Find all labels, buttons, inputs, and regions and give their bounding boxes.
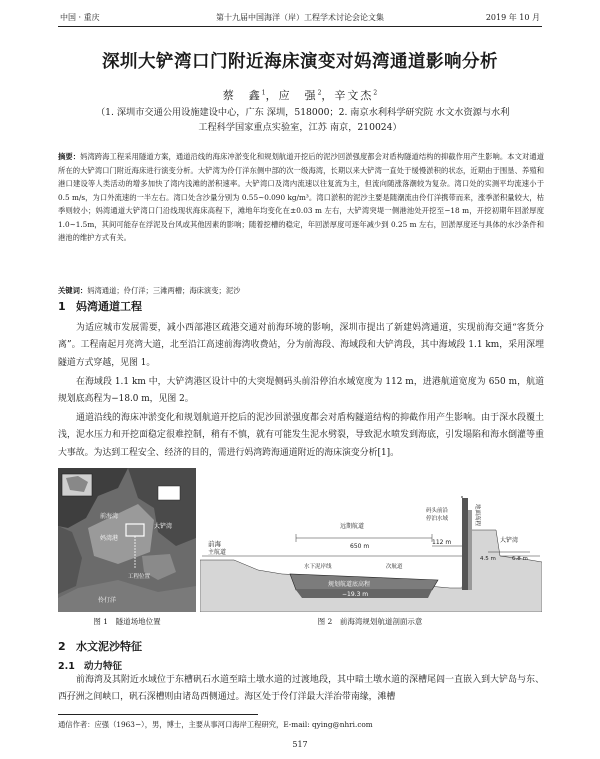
figure-1-caption: 图 1 隧道场地位置 — [93, 617, 161, 626]
map-label-site: 工程位置 — [128, 574, 151, 580]
author-3: 辛文杰 — [334, 89, 374, 102]
subsection-2-1-number: 2.1 — [58, 661, 75, 672]
subsection-2-1-title: 动力特征 — [84, 661, 123, 672]
profile-label-subchannel: 次航道 — [386, 564, 403, 570]
figure-1-map-svg — [58, 468, 196, 612]
figure-2-profile-svg — [200, 490, 542, 612]
figure-2-caption: 图 2 前海湾规划航道剖面示意 — [317, 617, 423, 626]
abstract-label: 摘要： — [58, 152, 81, 161]
header-rule — [58, 26, 542, 27]
figure-1-map — [58, 468, 196, 612]
map-label-qianhai: 前海湾 — [100, 513, 119, 520]
section-2-number: 2 — [58, 640, 66, 653]
profile-label-68: 6.8 m — [512, 556, 528, 562]
header-right: 2019 年 10 月 — [485, 13, 540, 22]
section-1-paragraph-2: 在海域段 1.1 km 中，大铲湾港区设计中的大突堤侧码头前沿停泊水域宽度为 112 m，进港航道宽度为 650 m，航道规划底高程为−18.0 m，见图 2。 — [58, 377, 544, 405]
page-number: 517 — [292, 740, 308, 749]
section-1-heading — [58, 298, 142, 314]
section-2-paragraph-1: 前海湾及其附近水域位于东槽矾石水道至暗土墩水道的过渡地段，其中暗土墩水道的深槽尾闾一直嵌入到大铲岛与东、西孖洲之间峡口，矾石深槽则由诸岛西侧通过。海区处于伶仃洋最大洋治带南缘，滩槽 — [58, 675, 544, 703]
footnote: 通信作者：应强（1963−），男，博士，主要从事河口海岸工程研究，E-mail: qying@nhri.com — [58, 720, 373, 729]
section-1-title: 妈湾通道工程 — [76, 300, 142, 313]
profile-label-berth2: 停泊水域 — [426, 516, 449, 522]
keywords — [58, 284, 544, 298]
profile-label-650: 650 m — [350, 543, 370, 550]
profile-label-slope: 水下泥岸线 — [304, 564, 332, 570]
author-3-mark: 2 — [373, 89, 378, 97]
section-1-paragraph-3: 通道沿线的海床冲淤变化和规划航道开挖后的泥沙回淤强度都会对盾构隧道结构的抑截作用产生影响。由于深水段覆土浅，泥水压力和开挖面稳定很难控制，稍有不慎，就有可能发生泥水劈裂，导致泥水喷发到海底，引发塌陷和海水倒灌等重大事故。为达到工程安全、经济的目的，需进行妈湾跨海通道附近的海床演变分析[1]。 — [58, 413, 544, 458]
keywords-text: 妈湾通道；伶仃洋；三滩两槽；海床演变；泥沙 — [87, 286, 241, 295]
profile-label-dachan: 大铲湾 — [500, 537, 519, 544]
paper-title: 深圳大铲湾口门附近海床演变对妈湾通道影响分析 — [102, 52, 498, 72]
profile-label-planned: 远期航道 — [340, 523, 365, 530]
section-1-paragraph-1: 为适应城市发展需要，减小西部港区疏港交通对前海环境的影响，深圳市提出了新建妈湾通道，实现前海交通“客货分离”。工程南起月亮湾大道，北至沿江高速前海湾收费站，分为前海段、海域段和大铲湾段，其中海域段 1.1 km，采用深埋隧道方式穿越，见图 1。 — [58, 323, 544, 368]
author-2-mark: 2 — [317, 89, 322, 97]
header-left: 中国 · 重庆 — [60, 13, 100, 22]
section-2-title: 水文泥沙特征 — [76, 640, 142, 653]
profile-label-mainchannel: 主航道 — [208, 549, 227, 556]
profile-label-elev: −19.3 m — [342, 591, 369, 598]
profile-label-bottom: 规划航道底高程 — [328, 581, 371, 588]
map-label-dachan: 大铲湾 — [154, 523, 173, 530]
profile-label-45: 4.5 m — [480, 556, 496, 562]
author-1: 蔡 鑫 — [222, 89, 262, 102]
header-center: 第十九届中国海洋（岸）工程学术讨论会论文集 — [216, 13, 384, 22]
author-line: 蔡 鑫$^1$，应 强$^2$，辛文杰$^2$ — [222, 89, 378, 102]
keywords-label: 关键词： — [58, 286, 88, 295]
map-label-lingding: 伶仃洋 — [98, 597, 117, 604]
section-2-heading — [58, 638, 142, 654]
author-1-mark: 1 — [261, 89, 266, 97]
abstract-text: 妈湾跨海工程采用隧道方案，通道沿线的海床冲淤变化和规划航道开挖后的泥沙回淤强度都会对盾构隧道结构的抑截作用产生影响。本文对通道所在的大铲湾口门附近海床进行演变分析。大铲湾为伶仃洋东侧中部的次一级海湾，长期以来大铲湾一直处于缓慢淤积的状态，近期由于围垦、养殖和港口建设等人类活动的增多加快了湾内浅滩的淤积速率。大铲湾口及湾内流速以往复流为主，但流向随涨落潮较为复杂。湾口处的实测平均流速小于 0.5 m/s，为口外流速的一半左右。湾口处含沙量分别为 0.55~0.090 kg/m³。湾口淤积的泥沙主要是随潮流由伶仃洋携带而来，涨季淤积量较大，枯季则较小；妈湾通道大铲湾口门沿线现状海床高程下，滩地年均变化在±0.03 m 左右，大铲湾突堤一侧港池处开挖至−18 m，开挖初期年回淤厚度 1.0~1.5m，其间可能存在浮泥及台风或其他因素的影响；随着挖槽的稳定，年回淤厚度可逐年减少到 0.25 m 左右，回淤厚度还与具体的水沙条件和港池的维护方式有关。 — [58, 152, 544, 242]
abstract — [58, 150, 544, 245]
figure-2-profile — [200, 490, 542, 612]
section-1-number: 1 — [58, 300, 66, 313]
subsection-2-1-heading — [58, 658, 122, 672]
affiliation-line-2: 工程科学国家重点实验室，江苏 南京，210024） — [198, 122, 402, 133]
profile-label-112: 112 m — [432, 539, 452, 546]
footnote-rule — [58, 714, 258, 715]
map-label-mawan: 妈湾港 — [100, 535, 119, 542]
affiliation-line-1: （1. 深圳市交通公用设施建设中心，广东 深圳，518000；2. 南京水利科学研究院 水文水资源与水利 — [96, 107, 510, 118]
profile-label-berth: 码头前沿 — [426, 508, 449, 514]
profile-label-qianhai: 前海 — [208, 540, 221, 548]
author-2: 应 强 — [278, 89, 318, 102]
profile-label-ground: 地面高程 — [474, 504, 480, 527]
